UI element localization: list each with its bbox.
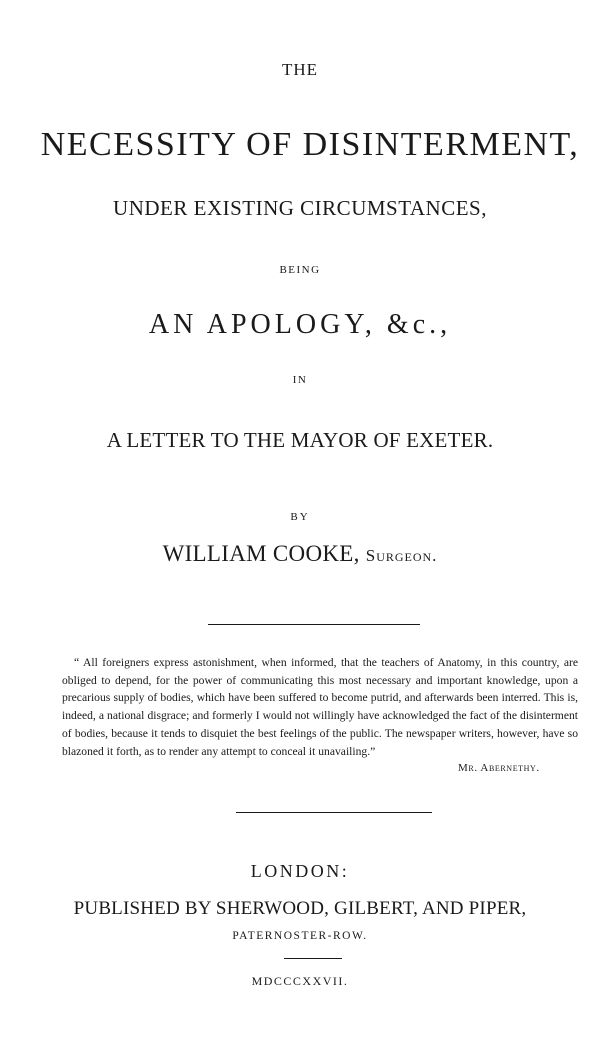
main-title: NECESSITY OF DISINTERMENT, <box>40 126 580 163</box>
epigraph-text: “ All foreigners express astonishment, when informed, that the teachers of Anatomy, in this country, are obliged to depend, for the power of communicating this most necessary and important knowledge, upon a precarious supply of bodies, which have been suffered to become putrid, and afterwards been interred. This is, indeed, a national disgrace; and formerly I would not willingly have acknowledged the fact of the disinterment of bodies, because it tends to disquiet the best feelings of the public. The newspaper writers, however, have so blazoned it forth, as to render any attempt to conceal it unavailing.” <box>62 656 578 758</box>
author-name: WILLIAM COOKE, <box>162 541 360 566</box>
author-title <box>366 546 438 565</box>
epigraph <box>62 654 578 760</box>
connector-by: BY <box>290 511 310 523</box>
heading-the: THE <box>281 60 319 79</box>
imprint-date: MDCCCXXVII. <box>251 974 349 988</box>
divider-rule-short <box>284 958 342 959</box>
letter-title: A LETTER TO THE MAYOR OF EXETER. <box>106 428 494 452</box>
epigraph-attribution <box>458 762 540 774</box>
subtitle: UNDER EXISTING CIRCUMSTANCES, <box>113 196 487 220</box>
divider-rule-bottom <box>236 812 432 813</box>
apology-title: AN APOLOGY, &c., <box>148 309 452 340</box>
divider-rule-top <box>208 624 420 625</box>
imprint-city: LONDON: <box>250 861 350 881</box>
connector-in: IN <box>292 374 308 386</box>
connector-being: BEING <box>279 264 321 276</box>
attribution-text: Mr. Abernethy. <box>458 762 540 774</box>
imprint-publisher: PUBLISHED BY SHERWOOD, GILBERT, AND PIPER, <box>73 898 527 919</box>
imprint-address: PATERNOSTER-ROW. <box>232 930 368 942</box>
author-title-text: Surgeon. <box>365 546 438 565</box>
author-line <box>0 541 600 567</box>
